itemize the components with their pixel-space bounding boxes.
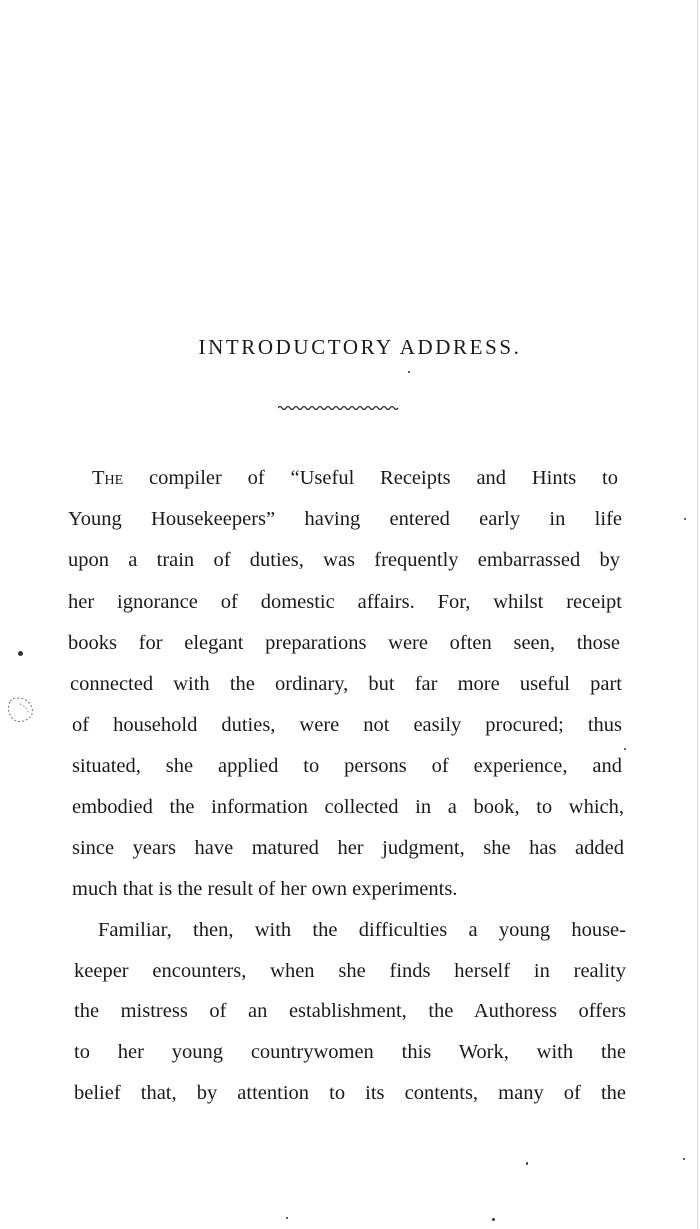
text-line: Young Housekeepers” having entered early in life bbox=[68, 508, 622, 530]
text-line: her ignorance of domestic affairs. For, whilst receipt bbox=[68, 591, 622, 613]
text-line: of household duties, were not easily procured; thus bbox=[72, 714, 622, 736]
text-line: belief that, by attention to its contents, many of the bbox=[74, 1082, 626, 1104]
scan-speck bbox=[286, 1217, 288, 1219]
text-line: keeper encounters, when she finds herself in reality bbox=[74, 960, 626, 982]
margin-mark bbox=[4, 692, 40, 728]
text-line: since years have matured her judgment, she has added bbox=[72, 837, 624, 859]
text-line: Familiar, then, with the difficulties a young house- bbox=[98, 919, 626, 941]
scan-speck bbox=[624, 748, 626, 750]
decorative-rule bbox=[278, 404, 400, 412]
text-line: books for elegant preparations were often seen, those bbox=[68, 632, 620, 654]
scan-speck bbox=[683, 1158, 685, 1160]
page-title: INTRODUCTORY ADDRESS. bbox=[198, 335, 522, 359]
text-line: connected with the ordinary, but far more useful part bbox=[70, 673, 622, 695]
text-line: to her young countrywomen this Work, with the bbox=[74, 1041, 626, 1063]
text-line-content: compiler of “Useful Receipts and Hints to bbox=[123, 467, 618, 489]
drop-word: The bbox=[92, 467, 124, 489]
scan-speck bbox=[526, 1162, 528, 1165]
text-line: the mistress of an establishment, the Authoress offers bbox=[74, 1000, 626, 1022]
page-edge bbox=[697, 0, 698, 1229]
scan-speck bbox=[408, 371, 410, 373]
text-line bbox=[92, 466, 618, 490]
scan-speck bbox=[684, 518, 686, 520]
text-line: much that is the result of her own experiments. bbox=[72, 878, 458, 900]
text-line: upon a train of duties, was frequently embarrassed by bbox=[68, 549, 620, 571]
text-line: situated, she applied to persons of experience, and bbox=[72, 755, 622, 777]
scan-speck bbox=[18, 651, 23, 656]
scan-speck bbox=[492, 1218, 495, 1221]
text-line: embodied the information collected in a book, to which, bbox=[72, 796, 624, 818]
